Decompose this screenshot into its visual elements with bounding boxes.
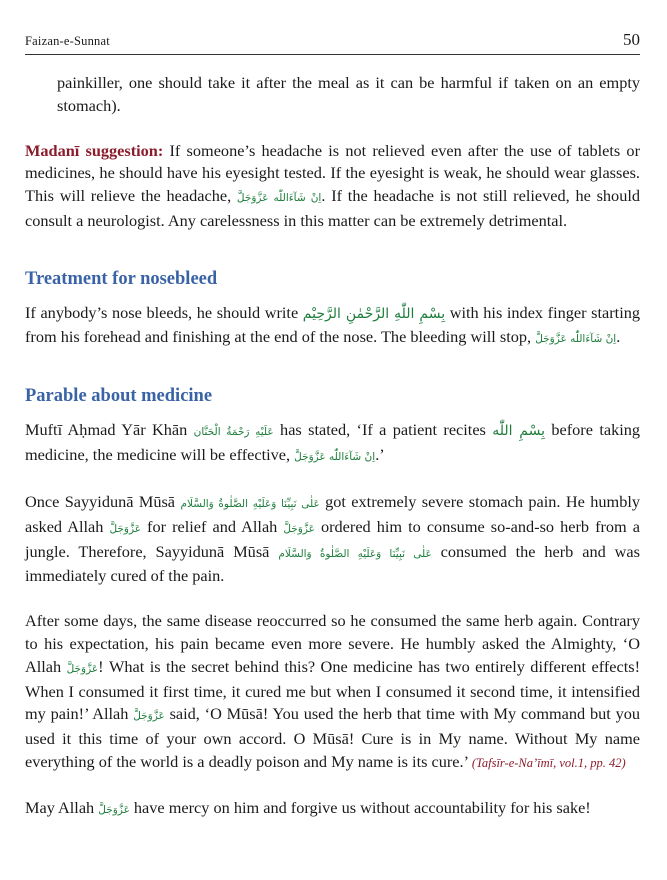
paragraph-dua (25, 797, 640, 822)
arabic-azza-wa-jalla: عَزَّوَجَلَّ (133, 710, 165, 723)
heading-nosebleed: Treatment for nosebleed (25, 268, 218, 289)
text-run: for relief and Allah (141, 516, 284, 536)
arabic-azza-wa-jalla: عَزَّوَجَلَّ (283, 522, 315, 535)
text-run: May Allah (25, 797, 99, 817)
text-run: got extremely severe stomach pain. He humbly asked Allah (25, 491, 641, 536)
text-run: said, ‘O Mūsā! You used the herb that time with My command but you used it this time of your own accord. O Mūsā! Cure is in My name. Without My name everything of the world is a deadly poison and My name is its cure.’ (25, 704, 640, 771)
heading-parable: Parable about medicine (25, 386, 213, 407)
arabic-insha-allah: اِنْ شَآءَاللّٰه عَزَّوَجَلَّ (294, 451, 376, 464)
text-run: ! What is the secret behind this? One medicine has two entirely different effects! When I consumed it first time, it cured me but when I consumed it second time, it intensified my pain!’ Allah (25, 656, 640, 724)
text-run: with his index finger starting from his forehead and finishing at the end of the nose. The bleeding will stop, (25, 302, 640, 346)
arabic-ala-nabiyyina: عَلٰى نَبِيِّنَا وَعَلَيْهِ الصَّلٰوةُ وَالسَّلَام (180, 497, 320, 510)
arabic-insha-allah: اِنْ شَآءَاللّٰه عَزَّوَجَلَّ (236, 192, 322, 205)
text-run: ordered him to consume so-and-so herb from a jungle. Therefore, Sayyidunā Mūsā (25, 516, 640, 561)
citation-reference: (Tafsīr-e-Na’īmī, vol.1, pp. 42) (471, 755, 626, 770)
paragraph-continuation: painkiller, one should take it after the meal as it can be harmful if taken on an empty stomach). (57, 73, 640, 115)
paragraph-nosebleed (25, 302, 640, 351)
arabic-azza-wa-jalla: عَزَّوَجَلَّ (98, 803, 130, 816)
paragraph-mufti (25, 419, 640, 469)
arabic-alayhi-rahmah: عَلَيْهِ رَحْمَةُ الْحَنَّان (193, 426, 274, 439)
text-run: . If the headache is not still relieved, he should consult a neurologist. Any carelessness in this matter can be extremely detrimental. (25, 186, 640, 230)
arabic-azza-wa-jalla: عَزَّوَجَلَّ (66, 662, 99, 675)
text-run: . (616, 326, 621, 346)
text-run: If someone’s headache is not relieved even after the use of tablets or medicines, he should have his eyesight tested. If the eyesight is weak, he should wear glasses. This will relieve the headache, (25, 140, 640, 206)
text-run: consumed the herb and was immediately cured of the pain. (25, 541, 640, 586)
running-header (25, 30, 640, 55)
text-run: have mercy on him and forgive us without accountability for his sake! (129, 797, 591, 817)
text-run: Muftī Aḥmad Yār Khān (25, 420, 194, 440)
paragraph-reoccurrence (25, 610, 640, 775)
arabic-bismillah-short: بِسْمِ اللّٰه (492, 423, 546, 440)
arabic-azza-wa-jalla: عَزَّوَجَلَّ (109, 522, 142, 535)
text-run: before taking medicine, the medicine will be effective, (25, 420, 641, 465)
book-title: Faizan-e-Sunnat (25, 34, 110, 48)
arabic-bismillah-full: بِسْمِ اللّٰهِ الرَّحْمٰنِ الرَّحِيْم (302, 305, 446, 322)
paragraph-musa-story (25, 491, 640, 588)
paragraph-madani-suggestion (25, 140, 640, 233)
text-run: .’ (375, 445, 385, 465)
madani-suggestion-label: Madanī suggestion: (25, 140, 164, 160)
page-body (25, 72, 640, 822)
text-run: After some days, the same disease reoccurred so he consumed the same herb again. Contrary to his expectation, his pain became even more severe. He humbly asked the Almighty, ‘O Allah (25, 611, 640, 676)
page-number: 50 (623, 30, 640, 49)
text-run: If anybody’s nose bleeds, he should write (25, 302, 303, 322)
arabic-insha-allah: اِنْ شَآءَاللّٰه عَزَّوَجَلَّ (535, 332, 617, 345)
arabic-ala-nabiyyina: عَلٰى نَبِيِّنَا وَعَلَيْهِ الصَّلٰوةُ وَالسَّلَام (278, 547, 432, 560)
text-run: Once Sayyidunā Mūsā (25, 491, 181, 511)
text-run: has stated, ‘If a patient recites (273, 420, 493, 440)
